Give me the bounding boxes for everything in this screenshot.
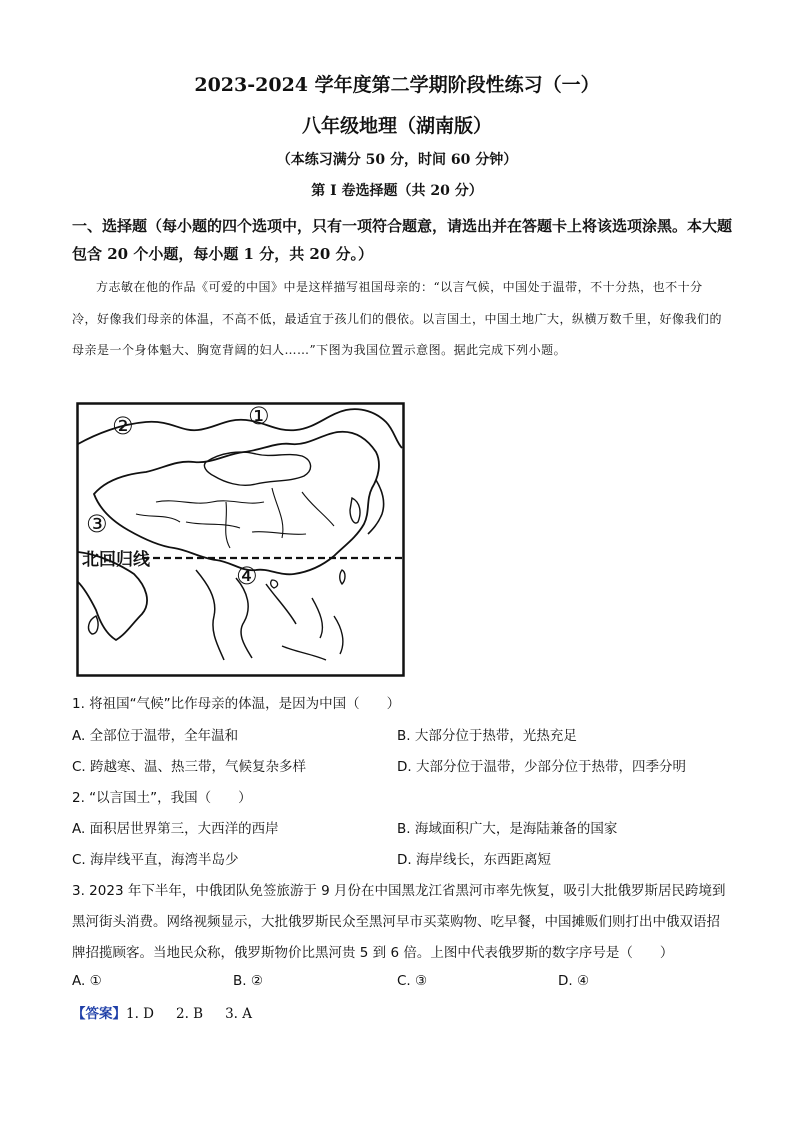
question-2-option-c[interactable]: C. 海岸线平直，海湾半岛少	[72, 852, 239, 868]
answer-line	[72, 1002, 274, 1022]
section-instruction: 一、选择题（每小题的四个选项中，只有一项符合题意，请选出并在答题卡上将该选项涂黑。本大题包含 20 个小题，每小题 1 分，共 20 分。）	[72, 217, 733, 263]
question-1-option-d[interactable]: D. 大部分位于温带，少部分位于热带，四季分明	[397, 759, 686, 775]
answer-item-2: 2. B	[176, 1006, 204, 1022]
answer-tag: 【答案】	[72, 1006, 126, 1022]
map-label-4: ④	[236, 562, 258, 590]
exam-note: （本练习满分 50 分，时间 60 分钟）	[276, 152, 518, 168]
question-2-option-b[interactable]: B. 海域面积广大，是海陆兼备的国家	[397, 821, 618, 837]
question-3-option-b[interactable]: B. ②	[233, 973, 263, 989]
map-label-1: ①	[248, 402, 270, 430]
question-1-option-a[interactable]: A. 全部位于温带，全年温和	[72, 728, 239, 744]
question-2-option-d[interactable]: D. 海岸线长，东西距离短	[397, 852, 551, 868]
question-1-option-c[interactable]: C. 跨越寒、温、热三带，气候复杂多样	[72, 759, 307, 775]
answer-item-1: 1. D	[126, 1006, 154, 1022]
reading-passage: 方志敏在他的作品《可爱的中国》中是这样描写祖国母亲的：“以言气候，中国处于温带，不十分热，也不十分冷，好像我们母亲的体温，不高不低，最适宜于孩儿们的偎依。以言国土，中国土地广大，纵横万数千里，好像我们的母亲是一个身体魁大、胸宽背阔的妇人……”下图为我国位置示意图。据此完成下列小题。	[72, 280, 723, 357]
answer-item-3: 3. A	[225, 1006, 253, 1022]
question-3-option-d[interactable]: D. ④	[558, 973, 590, 989]
section-heading: 第 I 卷选择题（共 20 分）	[311, 183, 483, 199]
question-1-stem: 1. 将祖国“气候”比作母亲的体温，是因为中国（ ）	[72, 696, 401, 712]
exam-subtitle: 八年级地理（湖南版）	[301, 115, 492, 137]
tropic-label: 北回归线	[82, 550, 150, 570]
map-label-3: ③	[86, 510, 108, 538]
question-2-stem: 2. “以言国土”，我国（ ）	[72, 790, 252, 806]
exam-title: 2023-2024 学年度第二学期阶段性练习（一）	[194, 74, 600, 96]
question-3-option-c[interactable]: C. ③	[397, 973, 428, 989]
question-3-option-a[interactable]: A. ①	[72, 973, 102, 989]
china-location-map	[76, 402, 405, 677]
question-3-stem: 3. 2023 年下半年，中俄团队免签旅游于 9 月份在中国黑龙江省黑河市率先恢复，吸引大批俄罗斯居民跨境到黑河街头消费。网络视频显示，大批俄罗斯民众至黑河早市买菜购物、吃早餐，中国摊贩们则打出中俄双语招牌招揽顾客。当地民众称，俄罗斯物价比黑河贵 5 到 6 倍。上图中代表俄罗斯的数字序号是（ ）	[72, 883, 726, 961]
question-2-option-a[interactable]: A. 面积居世界第三，大西洋的西岸	[72, 821, 279, 837]
question-1-option-b[interactable]: B. 大部分位于热带，光热充足	[397, 728, 577, 744]
map-label-2: ②	[112, 412, 134, 440]
